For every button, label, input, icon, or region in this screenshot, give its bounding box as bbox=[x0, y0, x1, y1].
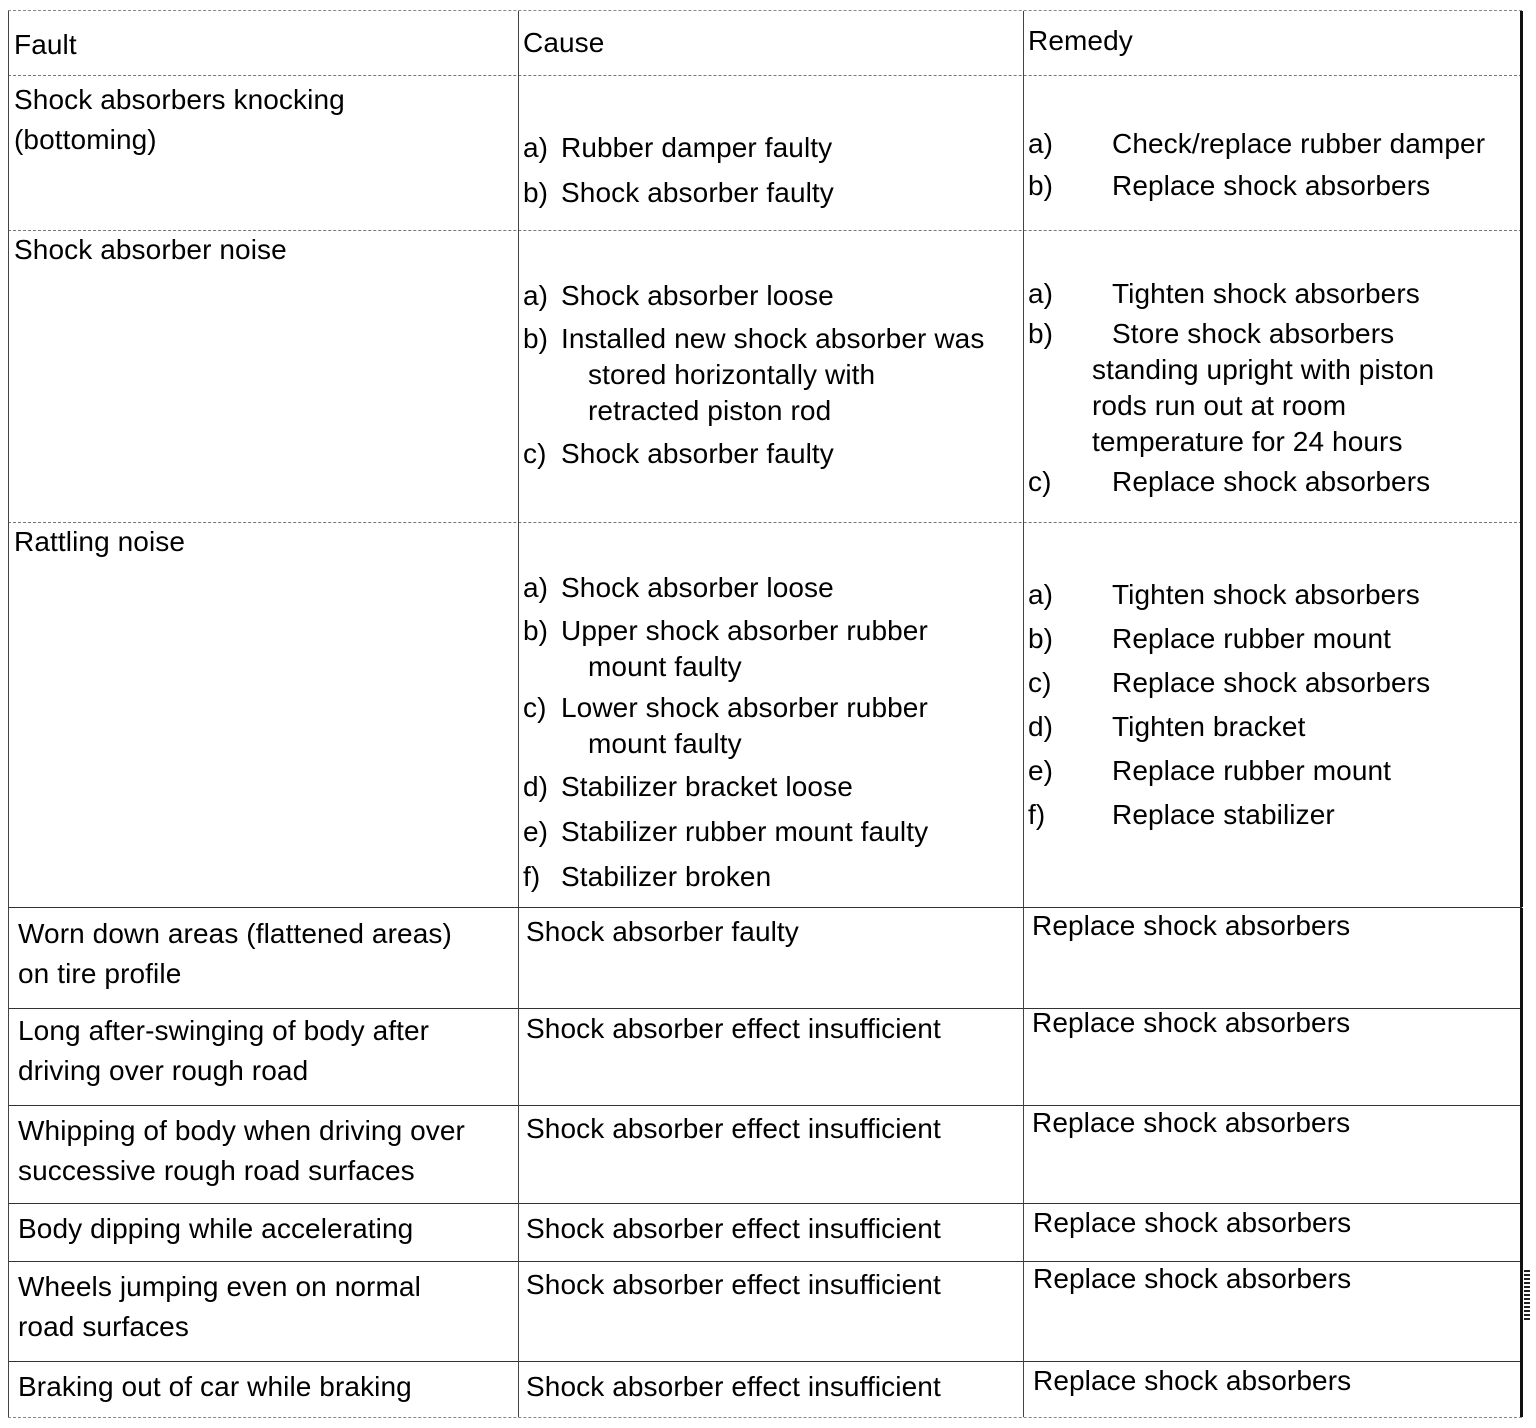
cause-cell: Shock absorber effect insufficient bbox=[526, 1013, 941, 1044]
table-row bbox=[8, 74, 1522, 231]
fault-cell: Long after-swinging of body after driving over rough road bbox=[18, 1015, 430, 1086]
table-row bbox=[8, 522, 1522, 908]
list-item: f) Stabilizer broken bbox=[523, 861, 772, 892]
remedy-cell: Replace shock absorbers bbox=[1033, 1365, 1352, 1396]
fault-cell: Body dipping while accelerating bbox=[18, 1213, 414, 1244]
fault-cell: Shock absorbers knocking (bottoming) bbox=[14, 84, 345, 155]
list-item: c) Shock absorber faulty bbox=[523, 438, 834, 469]
fault-cell: Worn down areas (flattened areas) on tire profile bbox=[18, 918, 452, 989]
remedy-list bbox=[1028, 124, 1522, 208]
fault-cell: Wheels jumping even on normal road surfaces bbox=[18, 1271, 421, 1342]
cause-list bbox=[523, 128, 1021, 218]
table-row bbox=[8, 1105, 1522, 1204]
fault-cell: Braking out of car while braking bbox=[18, 1371, 412, 1402]
cause-list bbox=[523, 568, 1021, 902]
list-item: b) Shock absorber faulty bbox=[523, 177, 834, 208]
header-remedy: Remedy bbox=[1028, 25, 1133, 56]
list-item: b) Upper shock absorber rubber mount faulty bbox=[523, 615, 928, 682]
remedy-cell: Replace shock absorbers bbox=[1032, 1007, 1351, 1038]
cause-cell: Shock absorber effect insufficient bbox=[526, 1213, 941, 1244]
cause-cell: Shock absorber effect insufficient bbox=[526, 1269, 941, 1300]
list-item: d) Stabilizer bracket loose bbox=[523, 771, 853, 802]
header-cause: Cause bbox=[523, 27, 605, 58]
remedy-list bbox=[1028, 574, 1522, 838]
list-item: a) Check/replace rubber damper bbox=[1028, 128, 1486, 159]
list-item: b) Replace rubber mount bbox=[1028, 623, 1392, 654]
list-item: a) Shock absorber loose bbox=[523, 572, 834, 603]
remedy-list bbox=[1028, 274, 1522, 504]
list-item: e) Replace rubber mount bbox=[1028, 755, 1392, 786]
list-item: b) Store shock absorbers standing upright with piston rods run out at room temperature for 24 hours bbox=[1028, 318, 1435, 457]
list-item: a) Rubber damper faulty bbox=[523, 132, 833, 163]
remedy-cell: Replace shock absorbers bbox=[1033, 1207, 1352, 1238]
troubleshooting-table bbox=[8, 10, 1522, 1418]
list-item: a) Tighten shock absorbers bbox=[1028, 278, 1420, 309]
list-item: e) Stabilizer rubber mount faulty bbox=[523, 816, 929, 847]
table-row bbox=[8, 1261, 1522, 1362]
cause-cell: Shock absorber faulty bbox=[526, 916, 799, 947]
fault-cell: Rattling noise bbox=[14, 526, 186, 557]
fault-cell: Whipping of body when driving over successive rough road surfaces bbox=[18, 1115, 465, 1186]
cause-list bbox=[523, 276, 1021, 479]
list-item: f) Replace stabilizer bbox=[1028, 799, 1335, 830]
remedy-cell: Replace shock absorbers bbox=[1033, 1263, 1352, 1294]
remedy-cell: Replace shock absorbers bbox=[1032, 910, 1351, 941]
list-item: b) Replace shock absorbers bbox=[1028, 170, 1431, 201]
table-header-row bbox=[8, 10, 1522, 76]
list-item: d) Tighten bracket bbox=[1028, 711, 1306, 742]
table-row bbox=[8, 907, 1522, 1009]
fault-cell: Shock absorber noise bbox=[14, 234, 287, 265]
cause-cell: Shock absorber effect insufficient bbox=[526, 1113, 941, 1144]
list-item: b) Installed new shock absorber was stored horizontally with retracted piston rod bbox=[523, 323, 985, 426]
list-item: a) Tighten shock absorbers bbox=[1028, 579, 1420, 610]
list-item: a) Shock absorber loose bbox=[523, 280, 834, 311]
table-row bbox=[8, 230, 1522, 523]
list-item: c) Replace shock absorbers bbox=[1028, 667, 1431, 698]
table-row bbox=[8, 1361, 1522, 1418]
table-row bbox=[8, 1203, 1522, 1262]
list-item: c) Lower shock absorber rubber mount faulty bbox=[523, 692, 928, 759]
list-item: c) Replace shock absorbers bbox=[1028, 466, 1431, 497]
header-fault: Fault bbox=[14, 29, 77, 60]
remedy-cell: Replace shock absorbers bbox=[1032, 1107, 1351, 1138]
cause-cell: Shock absorber effect insufficient bbox=[526, 1371, 941, 1402]
table-row bbox=[8, 1007, 1522, 1106]
scan-artifact bbox=[1524, 1270, 1530, 1320]
